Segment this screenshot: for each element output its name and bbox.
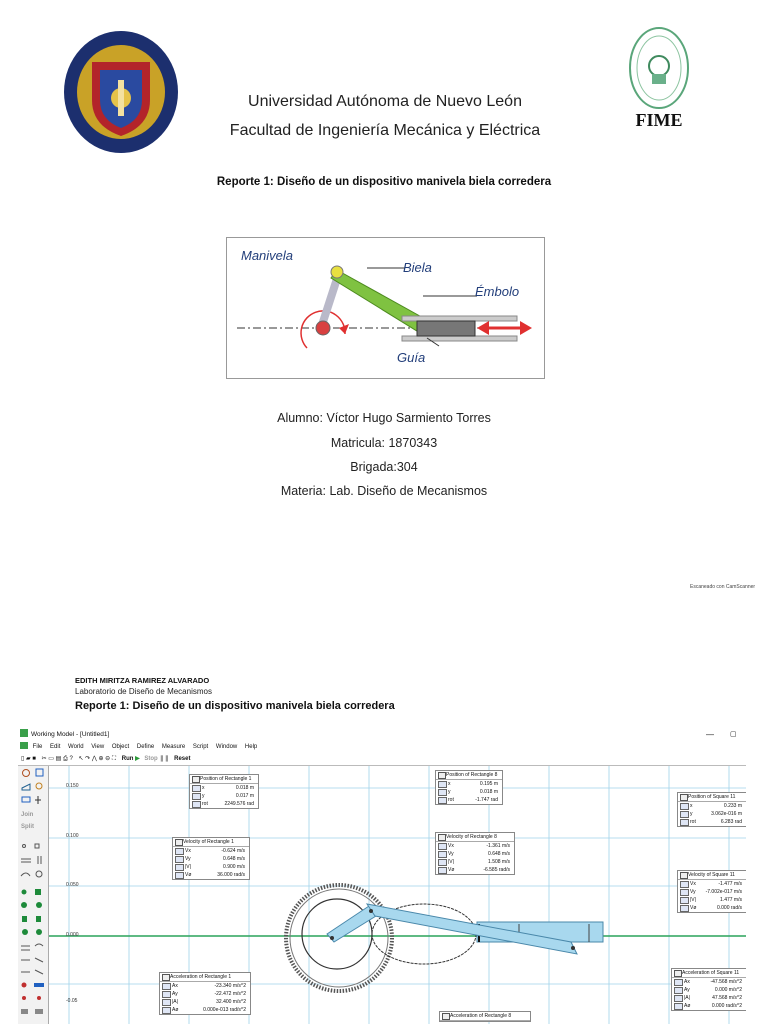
meter-title: Acceleration of Square 11 xyxy=(672,969,746,978)
label-crank: Manivela xyxy=(241,248,294,263)
menu-measure[interactable]: Measure xyxy=(161,744,186,750)
menu-window[interactable]: Window xyxy=(215,744,238,750)
menu-view[interactable]: View xyxy=(91,744,105,750)
meter-key: |V| xyxy=(448,859,454,865)
meter-title: Position of Square 11 xyxy=(678,793,746,802)
menu-help[interactable]: Help xyxy=(244,744,258,750)
fime-logo-text: FIME xyxy=(635,110,683,130)
faculty-name: Facultad de Ingeniería Mecánica y Eléctrica xyxy=(229,122,541,139)
fit-icon[interactable]: ⛶ xyxy=(111,756,117,762)
run-button[interactable] xyxy=(122,756,140,762)
meter-value: 32.400 m/s^2 xyxy=(216,999,246,1005)
meter-acceleration-square-11[interactable] xyxy=(671,968,746,1011)
meter-title: Acceleration of Rectangle 1 xyxy=(160,973,250,982)
meter-key: Aø xyxy=(172,1007,179,1013)
menu-define[interactable]: Define xyxy=(136,744,155,750)
window-title: Working Model - [Untitled1] xyxy=(31,731,110,738)
tool-palette xyxy=(18,766,49,1024)
meter-position-rectangle-1[interactable] xyxy=(189,774,259,809)
meter-value: 0.648 m/s xyxy=(488,851,510,857)
report-title-2: Reporte 1: Diseño de un dispositivo manivela biela corredera xyxy=(75,700,395,712)
doc-icon xyxy=(20,742,28,749)
y-tick-2: 0.050 xyxy=(66,882,79,888)
minimize-icon[interactable]: — xyxy=(706,730,714,739)
meter-value: 2249.576 rad xyxy=(224,801,254,807)
meter-value: 3.062e-016 m xyxy=(711,811,742,817)
meter-key: rot xyxy=(690,819,696,825)
meter-value: 0.000 rad/s^2 xyxy=(711,1003,742,1009)
cut-icon[interactable]: ✂ xyxy=(41,756,47,762)
meter-key: Ay xyxy=(172,991,178,997)
subject: Materia: Lab. Diseño de Mecanismos xyxy=(280,484,488,498)
meter-value: -22.472 m/s^2 xyxy=(214,991,246,997)
mechanism-figure xyxy=(226,237,545,379)
menu-world[interactable]: World xyxy=(68,744,84,750)
meter-value: 1.477 m/s xyxy=(720,897,742,903)
meter-key: Ax xyxy=(684,979,690,985)
meter-key: x xyxy=(448,781,451,787)
meter-velocity-rectangle-8[interactable] xyxy=(435,832,515,875)
meter-value: -47.568 m/s^2 xyxy=(710,979,742,985)
meter-key: Ay xyxy=(684,987,690,993)
app-icon xyxy=(20,729,28,737)
toolbar xyxy=(18,753,746,766)
meter-position-rectangle-8[interactable] xyxy=(435,770,503,805)
label-piston: Émbolo xyxy=(475,284,520,299)
y-tick-0: 0.150 xyxy=(66,783,79,789)
menu-edit[interactable]: Edit xyxy=(50,744,61,750)
uanl-seal-logo xyxy=(62,30,180,154)
meter-value: 0.900 m/s xyxy=(223,864,245,870)
paste-icon[interactable]: ▤ xyxy=(55,756,62,762)
meter-key: Aø xyxy=(684,1003,691,1009)
lab-name: Laboratorio de Diseño de Mecanismos xyxy=(75,687,212,696)
zoom-out-icon[interactable]: ⊖ xyxy=(105,756,111,762)
meter-key: Vø xyxy=(690,905,697,911)
meter-title: Position of Rectangle 1 xyxy=(190,775,258,784)
restore-icon[interactable]: ▢ xyxy=(730,731,737,738)
meter-value: 0.017 m xyxy=(235,793,254,799)
meter-key: x xyxy=(690,803,693,809)
meter-key: rot xyxy=(202,801,208,807)
student-group: Brigada:304 xyxy=(350,460,418,474)
meter-key: y xyxy=(448,789,451,795)
scan-note: Escaneado con CamScanner xyxy=(690,584,756,590)
run-label: Run xyxy=(121,756,134,762)
menu-bar xyxy=(18,742,746,753)
meter-key: Vx xyxy=(185,848,191,854)
meter-value: 0.000e-013 rad/s^2 xyxy=(203,1007,246,1013)
meter-key: Vx xyxy=(448,843,454,849)
meter-key: |V| xyxy=(185,864,191,870)
meter-value: 0.233 m xyxy=(723,803,742,809)
meter-value: 36.000 rad/s xyxy=(217,872,245,878)
meter-key: Vy xyxy=(185,856,191,862)
meter-value: 6.283 rad xyxy=(720,819,742,825)
stop-button[interactable] xyxy=(144,756,169,762)
meter-value: -0.624 m/s xyxy=(221,848,245,854)
meter-key: y xyxy=(202,793,205,799)
y-tick-4: -0.05 xyxy=(66,998,78,1004)
meter-key: Vø xyxy=(185,872,192,878)
meter-title: Velocity of Rectangle 8 xyxy=(436,833,514,842)
label-rod: Biela xyxy=(403,260,432,275)
meter-value: -1.477 m/s xyxy=(718,881,742,887)
meter-acceleration-rectangle-8[interactable] xyxy=(439,1011,531,1022)
meter-key: Vy xyxy=(690,889,696,895)
rotate-icon[interactable]: ↷ xyxy=(85,756,91,762)
meter-title: Acceleration of Rectangle 8 xyxy=(440,1012,530,1021)
meter-value: -1.361 m/s xyxy=(486,843,510,849)
meter-key: Vø xyxy=(448,867,455,873)
meter-acceleration-rectangle-1[interactable] xyxy=(159,972,251,1015)
reset-button[interactable]: Reset xyxy=(174,756,191,762)
meter-key: x xyxy=(202,785,205,791)
meter-title: Position of Rectangle 8 xyxy=(436,771,502,780)
meter-value: 1.508 m/s xyxy=(488,859,510,865)
save-icon[interactable]: ■ xyxy=(32,756,36,762)
label-guide: Guía xyxy=(397,350,426,365)
pointer-icon[interactable]: ↖ xyxy=(78,756,84,762)
student-name: Alumno: Víctor Hugo Sarmiento Torres xyxy=(277,411,491,425)
meter-value: 47.568 m/s^2 xyxy=(712,995,742,1001)
pause-icon: ❚❚ xyxy=(159,756,170,762)
anchor-icon[interactable]: ⋀ xyxy=(91,756,97,762)
meter-key: rot xyxy=(448,797,454,803)
meter-value: -23.340 m/s^2 xyxy=(214,983,246,989)
open-icon[interactable]: ▰ xyxy=(25,756,31,762)
author-name: EDITH MIRITZA RAMIREZ ALVARADO xyxy=(75,676,210,685)
meter-velocity-square-11[interactable] xyxy=(677,870,746,913)
y-tick-1: 0.100 xyxy=(66,833,79,839)
meter-key: Ax xyxy=(172,983,178,989)
meter-key: |A| xyxy=(684,995,690,1001)
meter-value: 0.195 m xyxy=(479,781,498,787)
meter-value: 0.648 m/s xyxy=(223,856,245,862)
split-button[interactable]: Split xyxy=(21,824,34,830)
meter-value: -6.585 rad/s xyxy=(483,867,510,873)
copy-icon[interactable]: ▭ xyxy=(48,756,54,762)
play-icon: ▶ xyxy=(135,756,140,762)
meter-value: -1.747 rad xyxy=(475,797,498,803)
stop-label: Stop xyxy=(144,756,158,762)
meter-value: 0.000 m/s^2 xyxy=(714,987,742,993)
meter-value: 0.018 m xyxy=(479,789,498,795)
simulation-workspace[interactable] xyxy=(49,766,746,1024)
meter-value: -7.002e-017 m/s xyxy=(705,889,742,895)
meter-key: |A| xyxy=(172,999,178,1005)
meter-key: Vy xyxy=(448,851,454,857)
meter-key: Vx xyxy=(690,881,696,887)
menu-object[interactable]: Object xyxy=(111,744,130,750)
meter-key: |V| xyxy=(690,897,696,903)
print-icon[interactable]: ⎙ xyxy=(62,756,68,762)
new-file-icon[interactable]: ▯ xyxy=(21,756,25,762)
help-icon[interactable]: ? xyxy=(69,756,73,762)
menu-script[interactable]: Script xyxy=(192,744,209,750)
meter-value: 0.018 m xyxy=(235,785,254,791)
workspace-canvas xyxy=(49,766,746,1024)
y-tick-3: 0.000 xyxy=(66,932,79,938)
report-title: Reporte 1: Diseño de un dispositivo manivela biela corredera xyxy=(216,176,552,188)
fime-seal-logo xyxy=(628,24,690,110)
meter-velocity-rectangle-1[interactable] xyxy=(172,837,250,880)
meter-key: y xyxy=(690,811,693,817)
join-button[interactable]: Join xyxy=(21,812,34,818)
menu-file[interactable]: File xyxy=(32,744,43,750)
student-id: Matricula: 1870343 xyxy=(330,436,438,450)
title-bar xyxy=(18,728,746,742)
working-model-window xyxy=(18,728,746,1024)
meter-position-square-11[interactable] xyxy=(677,792,746,827)
meter-title: Velocity of Rectangle 1 xyxy=(173,838,249,847)
university-name: Universidad Autónoma de Nuevo León xyxy=(248,93,522,110)
meter-title: Velocity of Square 11 xyxy=(678,871,746,880)
zoom-in-icon[interactable]: ⊕ xyxy=(98,756,104,762)
meter-value: 0.000 rad/s xyxy=(716,905,742,911)
